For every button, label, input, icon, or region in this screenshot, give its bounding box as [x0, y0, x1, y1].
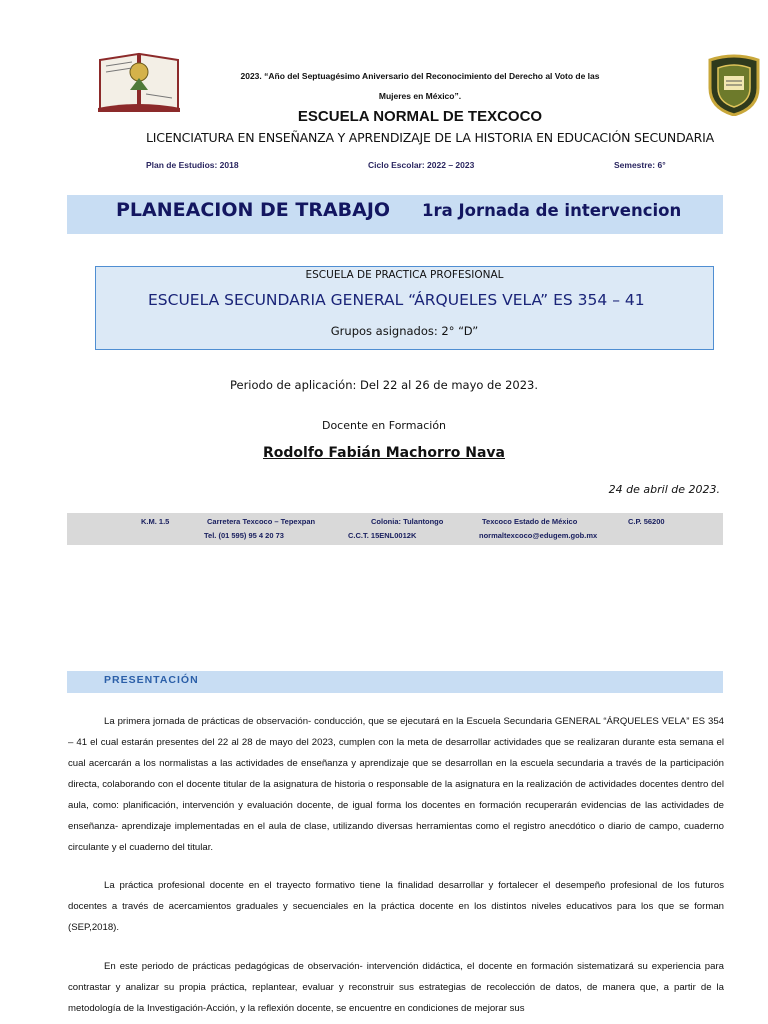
school-name: ESCUELA NORMAL DE TEXCOCO: [297, 108, 543, 125]
presentation-section-header: [67, 671, 723, 693]
application-period: Periodo de aplicación: Del 22 al 26 de mayo de 2023.: [229, 378, 539, 392]
document-date: 24 de abril de 2023.: [608, 483, 720, 496]
address-phone: Tel. (01 595) 95 4 20 73: [204, 531, 284, 540]
paragraph-1: La primera jornada de prácticas de observación- conducción, que se ejecutará en la Escuela Secundaria GENERAL “ÁRQUELES VELA” ES 354 – 41 el cual estarán presentes del 22 al 28 de mayo del 2023, cumplen con la meta de desarrollar actividades que se realizaran durante esta semana el cual acercarán a los normalistas a las actividades de enseñanza y aprendizaje que se desarrollan en la escuela secundaria a través de la participación directa, colaborando con el docente titular de la asignatura de historia o responsable de la asignatura en la realización de actividades docentes dentro del aula, como: planificación, intervención y evaluación docente, de igual forma los docentes en formación recuperarán evidencias de las actividades de enseñanza- aprendizaje implementadas en el aula de clase, utilizando diversas herramientas como el registro anecdótico o diario de campo, cuaderno circulante y el cuaderno del titular.: [68, 716, 724, 853]
study-plan: Plan de Estudios: 2018: [146, 160, 239, 170]
semester: Semestre: 6°: [614, 160, 666, 170]
address-cct: C.C.T. 15ENL0012K: [348, 531, 417, 540]
teacher-name-row: [0, 442, 768, 461]
state-shield-logo: [706, 54, 762, 116]
address-colonia: Colonia: Tulantongo: [371, 517, 444, 526]
motto-line-1: 2023. “Año del Septuagésimo Aniversario del Reconocimiento del Derecho al Voto de las: [240, 71, 600, 81]
teacher-name: Rodolfo Fabián Machorro Nava: [262, 445, 506, 461]
presentation-title: PRESENTACIÓN: [104, 674, 199, 686]
paragraph-3: En este periodo de prácticas pedagógicas de observación- intervención didáctica, el docente en formación sistematizará su experiencia para contrastar y analizar su propia práctica, replantear, evaluar y reconstruir sus estrategias de recolección de datos, de manera que, a partir de la metodología de la Investigación-Acción, y la reflexión docente, se encuentre en condiciones de mejorar sus: [68, 961, 724, 1014]
motto-line-2: Mujeres en México”.: [378, 91, 462, 101]
address-road: Carretera Texcoco – Tepexpan: [207, 517, 316, 526]
practice-school-label: ESCUELA DE PRACTICA PROFESIONAL: [305, 269, 504, 281]
planning-subtitle: 1ra Jornada de intervencion: [422, 201, 682, 220]
paragraph-2: La práctica profesional docente en el trayecto formativo tiene la finalidad desarrollar y fortalecer el desempeño profesional de los futuros docentes a través de acercamientos graduales y secuenciales en la práctica docente en los distintos niveles educativos para los que se forman (SEP,2018).: [68, 880, 724, 933]
planning-banner: [67, 195, 723, 234]
assigned-groups: Grupos asignados: 2° “D”: [330, 324, 479, 338]
school-cycle: Ciclo Escolar: 2022 – 2023: [368, 160, 475, 170]
commemorative-motto: [190, 66, 650, 106]
address-email: normaltexcoco@edugem.gob.mx: [479, 531, 598, 540]
escuela-normal-logo: [96, 50, 182, 112]
practice-school-name: ESCUELA SECUNDARIA GENERAL “ÁRQUELES VELA” ES 354 – 41: [148, 291, 645, 309]
address-bar: [67, 513, 723, 545]
address-km: K.M. 1.5: [141, 517, 170, 526]
address-state: Texcoco Estado de México: [482, 517, 578, 526]
teacher-label: Docente en Formación: [321, 419, 447, 432]
degree-name: LICENCIATURA EN ENSEÑANZA Y APRENDIZAJE DE LA HISTORIA EN EDUCACIÓN SECUNDARIA: [146, 130, 714, 145]
planning-title: PLANEACION DE TRABAJO: [116, 199, 391, 221]
practice-school-box: [95, 266, 714, 350]
address-cp: C.P. 56200: [628, 517, 665, 526]
